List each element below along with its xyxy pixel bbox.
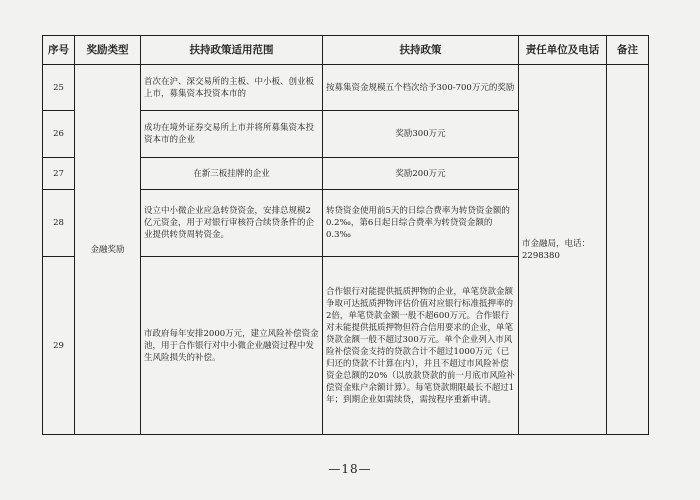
header-remarks: 备注 bbox=[607, 36, 649, 65]
header-serial-no: 序号 bbox=[43, 36, 75, 65]
header-policy: 扶持政策 bbox=[323, 36, 519, 65]
policy-cell: 按募集资金规模五个档次给予300-700万元的奖励 bbox=[323, 65, 519, 111]
policy-cell: 合作银行对能提供抵质押物的企业，单笔贷款金额争取可达抵质押物评估价值对应银行标准抵押率的2倍，单笔贷款金额一般不超600万元。合作银行对未能提供抵质押物但符合信用要求的企业，单笔贷款金额一般不超过300万元。单个企业列入市风险补偿资金支持的贷款合计不超过1000万元（已归还的贷款不计算在内），并且不超过市风险补偿资金总额的20%（以放款贷款的前一月底市风险补偿资金账户余额计算）。每笔贷款期限最长不超过1年；到期企业如需续贷，需按程序重新申请。 bbox=[323, 257, 519, 435]
row-number: 29 bbox=[43, 257, 75, 435]
header-scope: 扶持政策适用范围 bbox=[141, 36, 323, 65]
row-number: 27 bbox=[43, 158, 75, 190]
scope-cell: 首次在沪、深交易所的主板、中小板、创业板上市，募集资本投资本市的 bbox=[141, 65, 323, 111]
row-number: 28 bbox=[43, 190, 75, 257]
row-number: 26 bbox=[43, 111, 75, 158]
scope-cell: 设立中小微企业应急转贷资金，安排总规模2亿元资金，用于对银行审核符合续贷条件的企业提供转贷周转资金。 bbox=[141, 190, 323, 257]
row-number: 25 bbox=[43, 65, 75, 111]
header-responsible-unit: 责任单位及电话 bbox=[519, 36, 607, 65]
remarks-cell bbox=[607, 65, 649, 435]
table-header-row bbox=[43, 36, 649, 65]
reward-type-cell: 金融奖励 bbox=[75, 65, 141, 435]
page-number: —18— bbox=[328, 462, 372, 476]
policy-cell: 奖励300万元 bbox=[323, 111, 519, 158]
table-row bbox=[43, 65, 649, 111]
responsible-unit-cell: 市金融局，电话：2298380 bbox=[519, 65, 607, 435]
policy-cell: 奖励200万元 bbox=[323, 158, 519, 190]
header-reward-type: 奖励类型 bbox=[75, 36, 141, 65]
policy-cell: 转贷资金使用前5天的日综合费率为转贷资金额的0.2‰，第6日起日综合费率为转贷资金额的0.3‰ bbox=[323, 190, 519, 257]
scope-cell: 成功在境外证券交易所上市并将所募集资本投资本市的企业 bbox=[141, 111, 323, 158]
policy-table bbox=[42, 35, 649, 435]
scope-cell: 在新三板挂牌的企业 bbox=[141, 158, 323, 190]
scope-cell: 市政府每年安排2000万元，建立风险补偿资金池，用于合作银行对中小微企业融资过程中发生风险损失的补偿。 bbox=[141, 257, 323, 435]
